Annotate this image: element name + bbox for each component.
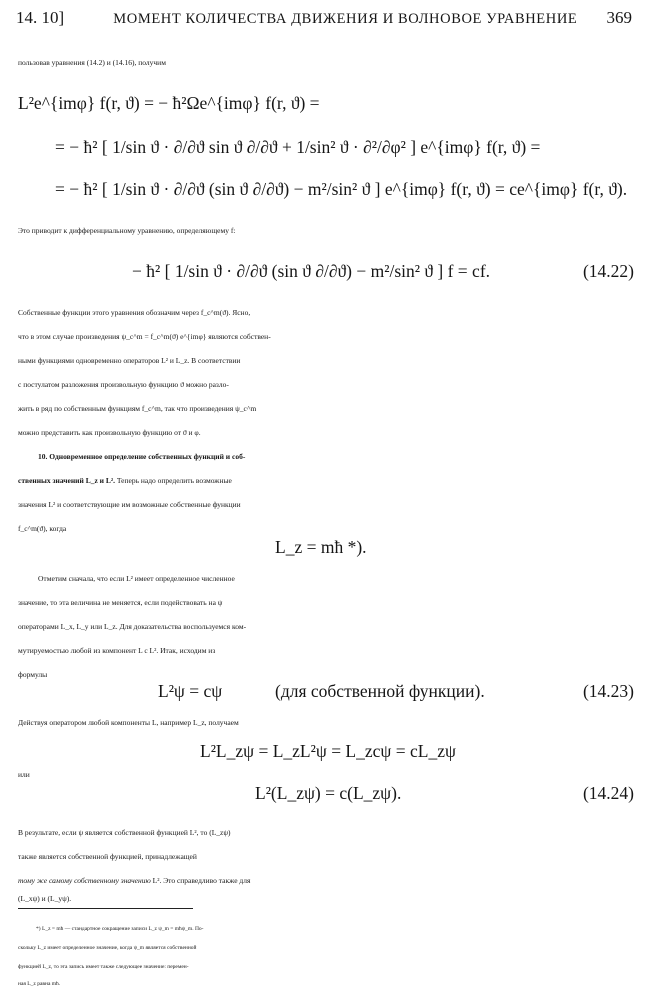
text-line: можно представить как произвольную функцию от ϑ и φ.: [18, 428, 201, 437]
footnote-line: ная L_z равна mħ.: [18, 981, 61, 987]
section-heading: 10. Одновременное определение собственных функций и соб-: [38, 452, 246, 461]
equation-number: (14.24): [582, 783, 634, 803]
text-line: значение, то эта величина не меняется, если подействовать на ψ: [18, 598, 223, 607]
equation-number: (14.22): [582, 261, 634, 281]
equation: L²ψ = cψ: [158, 681, 223, 701]
text-line: операторами L_x, L_y или L_z. Для доказательства воспользуемся ком-: [18, 622, 247, 631]
text-line: или: [18, 770, 30, 779]
text-line: Действуя оператором любой компоненты L, например L_z, получаем: [18, 718, 239, 727]
equation: L²L_zψ = L_zL²ψ = L_zcψ = cL_zψ: [200, 741, 456, 761]
footnote-line: *) L_z = mħ — стандартное сокращение записи L_z ψ_m = mħψ_m. По-: [36, 926, 204, 932]
text-line: значения L² и соответствующие им возможные собственные функции: [18, 500, 241, 509]
equation: − ħ² [ 1/sin ϑ · ∂/∂ϑ (sin ϑ ∂/∂ϑ) − m²/sin² ϑ ] f = cf.: [132, 261, 491, 281]
equation: L²(L_zψ) = c(L_zψ).: [255, 783, 402, 803]
equation-line: = − ħ² [ 1/sin ϑ · ∂/∂ϑ (sin ϑ ∂/∂ϑ) − m²/sin² ϑ ] e^{imφ} f(r, ϑ) = ce^{imφ} f(r, ϑ).: [55, 179, 628, 199]
text-line: f_c^m(ϑ), когда: [18, 524, 67, 533]
text-line: пользовав уравнения (14.2) и (14.16), получим: [18, 58, 166, 67]
running-header: [16, 8, 632, 34]
equation-note: (для собственной функции).: [275, 681, 485, 701]
text-line: Это приводит к дифференциальному уравнению, определяющему f:: [18, 226, 236, 235]
text-line: (L_xψ) и (L_yψ).: [18, 894, 72, 903]
equation-line: L²e^{imφ} f(r, ϑ) = − ħ²Ωe^{imφ} f(r, ϑ) =: [18, 93, 320, 113]
italic-phrase: тому же самому собственному значению: [18, 876, 151, 885]
footnote-line: скольку L_z имеет определенное значение, когда ψ_m является собственной: [18, 945, 197, 951]
footnote-rule: [18, 908, 193, 909]
page-number: 369: [606, 8, 632, 27]
chapter-title: МОМЕНТ КОЛИЧЕСТВА ДВИЖЕНИЯ И ВОЛНОВОЕ УРАВНЕНИЕ: [113, 11, 578, 27]
footnote-line: функцией L_z, то эта запись имеет также следующее значение: перемен-: [18, 964, 189, 970]
text-line: Отметим сначала, что если L² имеет определенное численное: [38, 574, 235, 583]
section-heading-end: ственных значений L_z и L².: [18, 476, 115, 485]
text-fragment: L². Это справедливо также для: [152, 876, 251, 885]
equation-number: (14.23): [582, 681, 634, 701]
text-line: Собственные функции этого уравнения обозначим через f_c^m(ϑ). Ясно,: [18, 308, 251, 317]
text-line: В результате, если ψ является собственной функцией L², то (L_zψ): [18, 828, 231, 837]
text-line: жить в ряд по собственным функциям f_c^m, так что произведения ψ_c^m: [18, 404, 257, 413]
text-line: что в этом случае произведения ψ_c^m = f_c^m(ϑ) e^{imφ} являются собствен-: [18, 332, 271, 341]
heading-continuation: [18, 470, 638, 492]
text-line: с постулатом разложения произвольную функцию ϑ можно разло-: [18, 380, 229, 389]
text-line: также является собственной функцией, принадлежащей: [18, 852, 197, 861]
equation-line: = − ħ² [ 1/sin ϑ · ∂/∂ϑ sin ϑ ∂/∂ϑ + 1/sin² ϑ · ∂²/∂φ² ] e^{imφ} f(r, ϑ) =: [55, 137, 541, 157]
text-line: формулы: [18, 670, 48, 679]
text-line: мутируемостью любой из компонент L с L². Итак, исходим из: [18, 646, 216, 655]
equation: L_z = mħ *).: [275, 537, 367, 557]
section-number: 14. 10]: [16, 8, 65, 27]
text-fragment: Теперь надо определить возможные: [116, 476, 232, 485]
text-line: ными функциями одновременно операторов L² и L_z. В соответствии: [18, 356, 241, 365]
